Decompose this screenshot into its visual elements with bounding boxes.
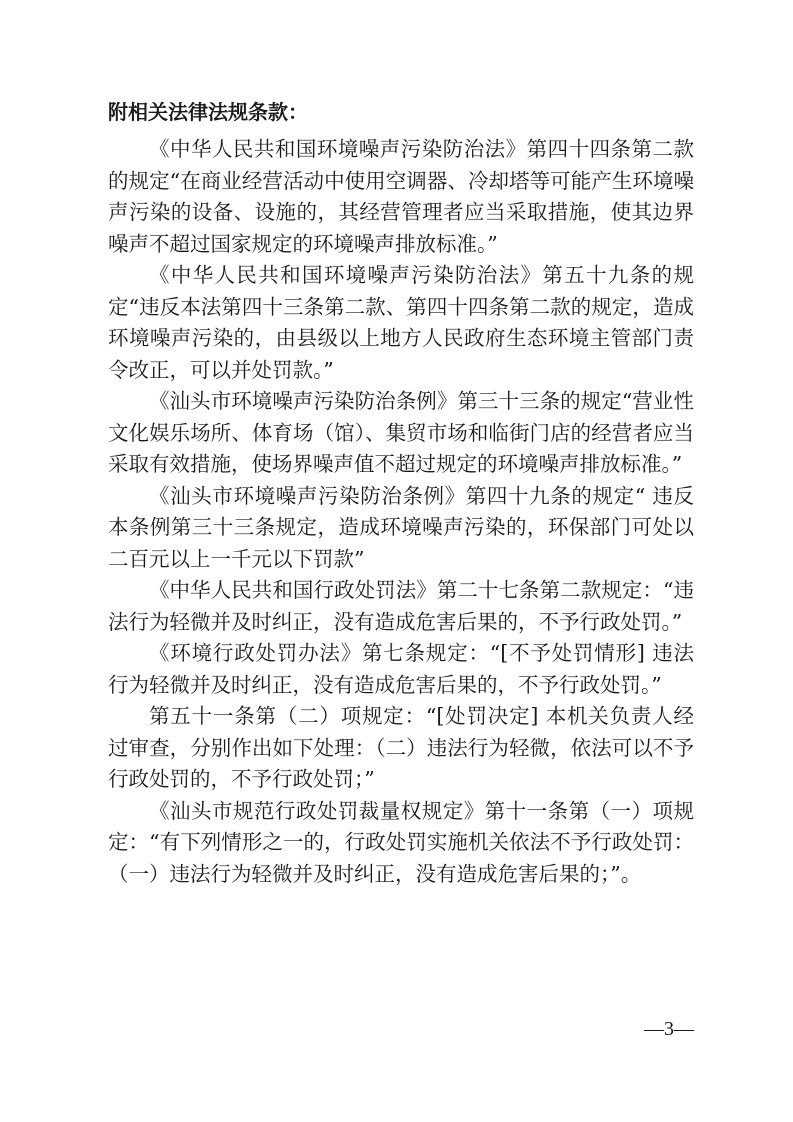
clause-paragraph: 《汕头市环境噪声污染防治条例》第四十九条的规定“ 违反本条例第三十三条规定，造成环境噪声污染的，环保部门可处以二百元以上一千元以下罚款” bbox=[108, 483, 694, 571]
clause-paragraph: 第五十一条第（二）项规定：“[处罚决定] 本机关负责人经过审查，分别作出如下处理：（二）违法行为轻微，依法可以不予行政处罚的，不予行政处罚；” bbox=[108, 704, 694, 791]
clause-paragraph: 《中华人民共和国环境噪声污染防治法》第四十四条第二款的规定“在商业经营活动中使用空调器、冷却塔等可能产生环境噪声污染的设备、设施的，其经营管理者应当采取措施，使其边界噪声不超过国家规定的环境噪声排放标准。” bbox=[108, 137, 694, 256]
section-heading: 附相关法律法规条款： bbox=[108, 100, 308, 124]
clause-paragraph: 《汕头市环境噪声污染防治条例》第三十三条的规定“营业性文化娱乐场所、体育场（馆）、集贸市场和临街门店的经营者应当采取有效措施，使场界噪声值不超过规定的环境噪声排放标准。” bbox=[108, 389, 694, 476]
page-number: —3— bbox=[644, 1018, 694, 1040]
law-clauses bbox=[108, 134, 694, 890]
clause-paragraph: 《中华人民共和国行政处罚法》第二十七条第二款规定：“违法行为轻微并及时纠正，没有造成危害后果的，不予行政处罚。” bbox=[108, 578, 694, 634]
clause-paragraph: 《环境行政处罚办法》第七条规定：“[不予处罚情形] 违法行为轻微并及时纠正，没有造成危害后果的，不予行政处罚。” bbox=[108, 641, 694, 697]
clause-paragraph: 《中华人民共和国环境噪声污染防治法》第五十九条的规定“违反本法第四十三条第二款、第四十四条第二款的规定，造成环境噪声污染的，由县级以上地方人民政府生态环境主管部门责令改正，可以并处罚款。” bbox=[108, 263, 694, 382]
clause-paragraph: 《汕头市规范行政处罚裁量权规定》第十一条第（一）项规定：“有下列情形之一的，行政处罚实施机关依法不予行政处罚：（一）违法行为轻微并及时纠正，没有造成危害后果的；”。 bbox=[108, 798, 694, 886]
